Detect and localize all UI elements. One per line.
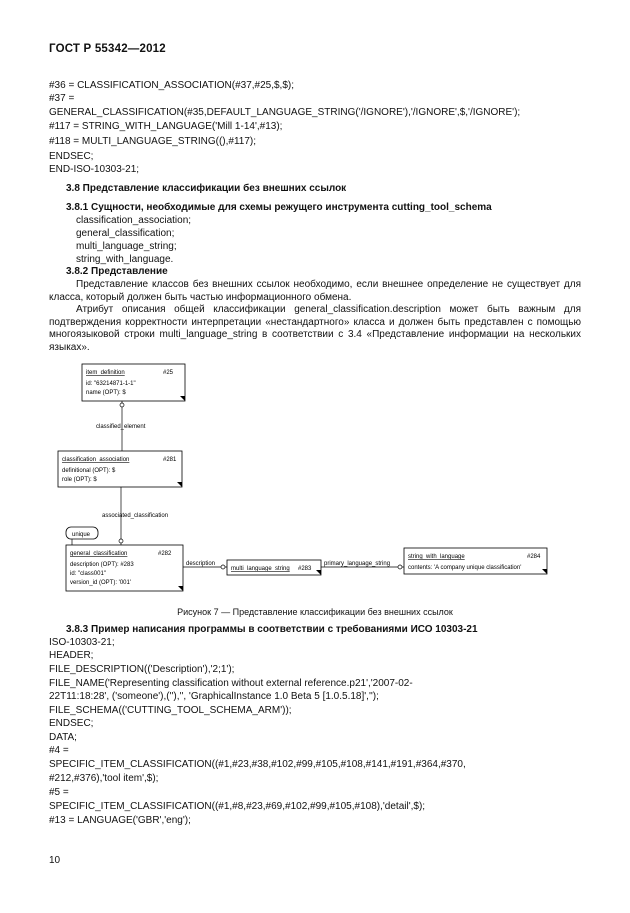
code-line: FILE_NAME('Representing classification without external reference.p21','2007-02- (49, 678, 413, 689)
code-line: 22T11:18:28', ('someone'),(''),'', 'GraphicalInstance 1.0 Beta 5 [1.0.5.18]',''); (49, 691, 379, 702)
code-line: #13 = LANGUAGE('GBR','eng'); (49, 815, 191, 826)
entity-attribute: id: "class001" (70, 571, 106, 577)
code-line: FILE_DESCRIPTION(('Description'),'2;1'); (49, 664, 235, 675)
entity-attribute: name (OPT): $ (86, 390, 126, 396)
code-line: ENDSEC; (49, 151, 94, 162)
code-line: SPECIFIC_ITEM_CLASSIFICATION((#1,#23,#38,#102,#99,#105,#108,#141,#191,#364,#370, (49, 759, 466, 770)
entity-id: #282 (158, 551, 172, 557)
section-heading: 3.8.2 Представление (66, 266, 168, 277)
classification-diagram (0, 355, 630, 600)
unique-label: unique (72, 532, 91, 538)
code-line: FILE_SCHEMA(('CUTTING_TOOL_SCHEMA_ARM')); (49, 705, 292, 716)
page-number: 10 (49, 855, 61, 866)
paragraph: Представление классов без внешних ссылок необходимо, если внешнее определение не существует для класса, который должен быть частью информационного обмена. (49, 279, 581, 303)
code-line: #212,#376),'tool item',$); (49, 773, 159, 784)
entity-id: #25 (163, 370, 174, 376)
entity-classification-association (58, 451, 182, 487)
code-line: DATA; (49, 732, 77, 743)
code-line: #117 = STRING_WITH_LANGUAGE('Mill 1-14',#13); (49, 121, 283, 132)
entity-title: string_with_language (408, 554, 465, 560)
relation-label-primary-language-string: primary_language_string (324, 561, 391, 567)
entity-attribute: description (OPT): #283 (70, 562, 134, 568)
entity-attribute: id: "63214871-1-1" (86, 381, 136, 387)
entity-title: item_definition (86, 370, 125, 376)
unique-tag (66, 527, 98, 545)
entity-attribute: definitional (OPT): $ (62, 468, 116, 474)
entity-title: multi_language_string (231, 566, 290, 572)
entity-title: classification_association (62, 457, 130, 463)
entity-attribute: role (OPT): $ (62, 477, 97, 483)
document-header: ГОСТ Р 55342—2012 (49, 43, 166, 55)
code-line: HEADER; (49, 650, 94, 661)
section-heading: 3.8.3 Пример написания программы в соответствии с требованиями ИСО 10303-21 (66, 624, 478, 635)
relation-label-classified-element: classified_element (96, 424, 146, 430)
code-line: ENDSEC; (49, 718, 94, 729)
code-line: #36 = CLASSIFICATION_ASSOCIATION(#37,#25,$,$); (49, 80, 295, 91)
entity-string-with-language (404, 548, 547, 574)
section-heading: 3.8 Представление классификации без внешних ссылок (66, 183, 347, 194)
code-line: #5 = (49, 787, 69, 798)
entity-attribute: contents: 'A company unique classification' (408, 565, 522, 571)
code-line: #4 = (49, 745, 69, 756)
code-line: ISO-10303-21; (49, 637, 115, 648)
relation-label-associated-classification: associated_classification (102, 513, 169, 519)
relation-label-description: description (186, 561, 216, 567)
section-heading: 3.8.1 Сущности, необходимые для схемы режущего инструмента cutting_tool_schema (66, 202, 492, 213)
code-line: GENERAL_CLASSIFICATION(#35,DEFAULT_LANGUAGE_STRING('/IGNORE'),'/IGNORE',$,'/IGNORE'); (49, 107, 521, 118)
entity-multi-language-string (227, 560, 321, 575)
list-item: classification_association; (76, 215, 192, 226)
code-line: END-ISO-10303-21; (49, 164, 140, 175)
list-item: multi_language_string; (76, 241, 177, 252)
code-line: SPECIFIC_ITEM_CLASSIFICATION((#1,#8,#23,#69,#102,#99,#105,#108),'detail',$); (49, 801, 426, 812)
figure-caption: Рисунок 7 — Представление классификации без внешних ссылок (177, 607, 453, 617)
list-item: string_with_language. (76, 254, 174, 265)
entity-attribute: version_id (OPT): '001' (70, 580, 131, 586)
paragraph: Атрибут описания общей классификации general_classification.description может быть важным для подтверждения корректности интерпретации «нестандартного» класса и должен быть представлен с помощью многоязыковой строки multi_language_string в соответствии с 3.4 «Представление информации на нескольких языках». (49, 304, 581, 353)
entity-id: #281 (163, 457, 177, 463)
entity-title: general_classification (70, 551, 128, 557)
entity-general-classification (66, 545, 183, 591)
entity-item-definition (82, 364, 185, 401)
code-line: #118 = MULTI_LANGUAGE_STRING((),#117); (49, 136, 257, 147)
entity-id: #284 (527, 554, 541, 560)
list-item: general_classification; (76, 228, 175, 239)
code-line: #37 = (49, 93, 75, 104)
entity-id: #283 (298, 566, 312, 572)
